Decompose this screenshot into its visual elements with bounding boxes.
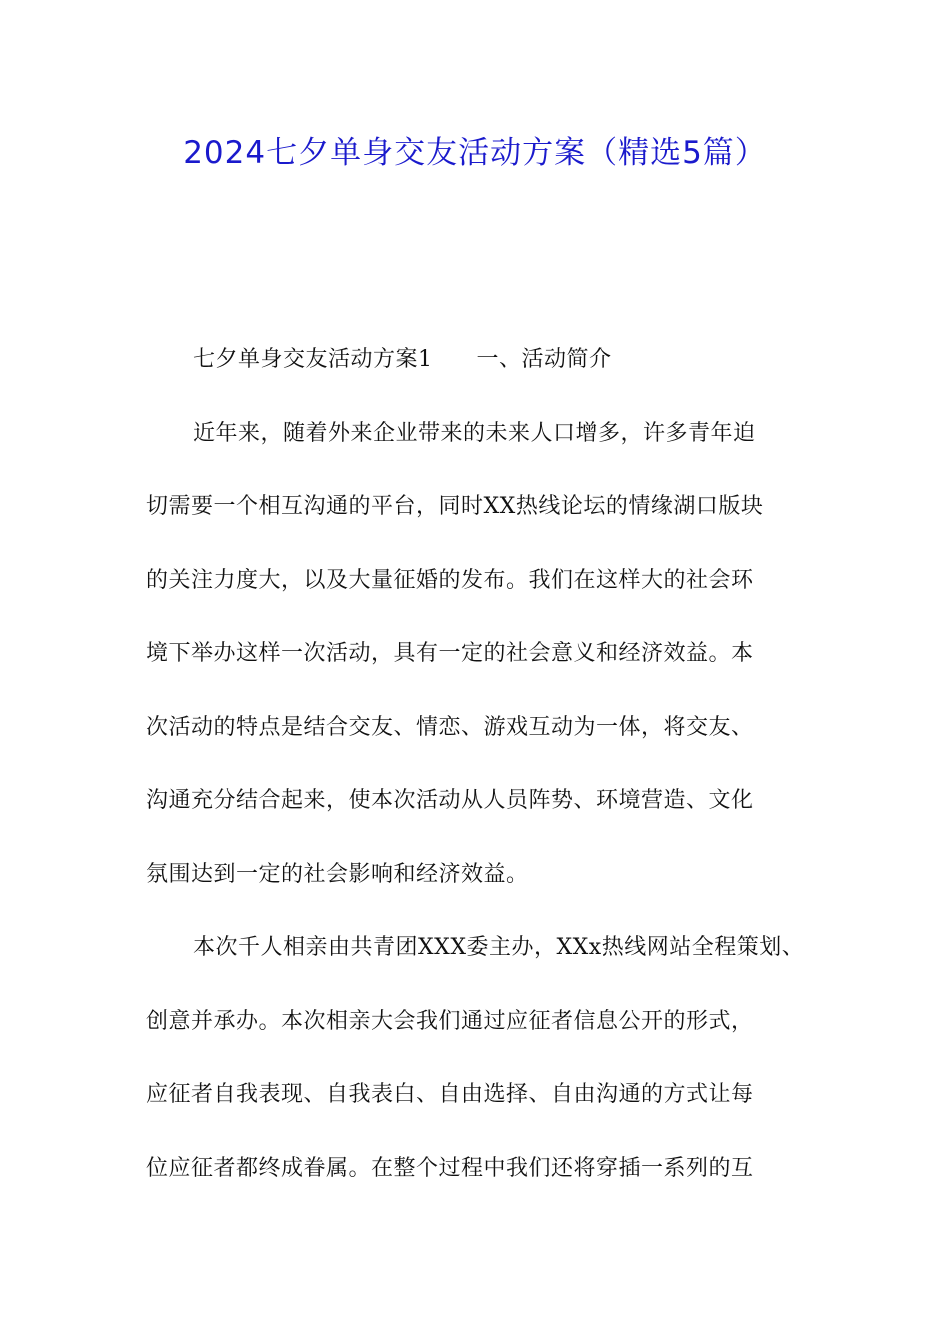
plan-heading: 七夕单身交友活动方案1 [193,347,433,372]
paragraph-line: 沟通充分结合起来，使本次活动从人员阵势、环境营造、文化 [146,788,754,813]
paragraph-line: 本次千人相亲由共青团XXX委主办，XXx热线网站全程策划、 [193,935,805,960]
section-heading: 一、活动简介 [476,347,612,372]
paragraph-line: 位应征者都终成眷属。在整个过程中我们还将穿插一系列的互 [146,1155,754,1181]
paragraph-line: 创意并承办。本次相亲大会我们通过应征者信息公开的形式， [146,1008,754,1034]
paragraph-line: 切需要一个相互沟通的平台，同时XX热线论坛的情缘湖口版块 [146,494,764,519]
paragraph-line: 氛围达到一定的社会影响和经济效益。 [146,861,529,887]
document-body [146,338,826,1220]
paragraph-line: 应征者自我表现、自我表白、自由选择、自由沟通的方式让每 [146,1082,754,1107]
paragraph-line: 境下举办这样一次活动，具有一定的社会意义和经济效益。本 [146,641,754,666]
paragraph-line: 次活动的特点是结合交友、情恋、游戏互动为一体，将交友、 [146,714,754,740]
section-heading-line [146,338,826,412]
paragraph-line: 近年来，随着外来企业带来的未来人口增多，许多青年迫 [193,420,756,446]
document-title: 2024七夕单身交友活动方案（精选5篇） [183,135,767,171]
paragraph-line: 的关注力度大，以及大量征婚的发布。我们在这样大的社会环 [146,567,754,593]
